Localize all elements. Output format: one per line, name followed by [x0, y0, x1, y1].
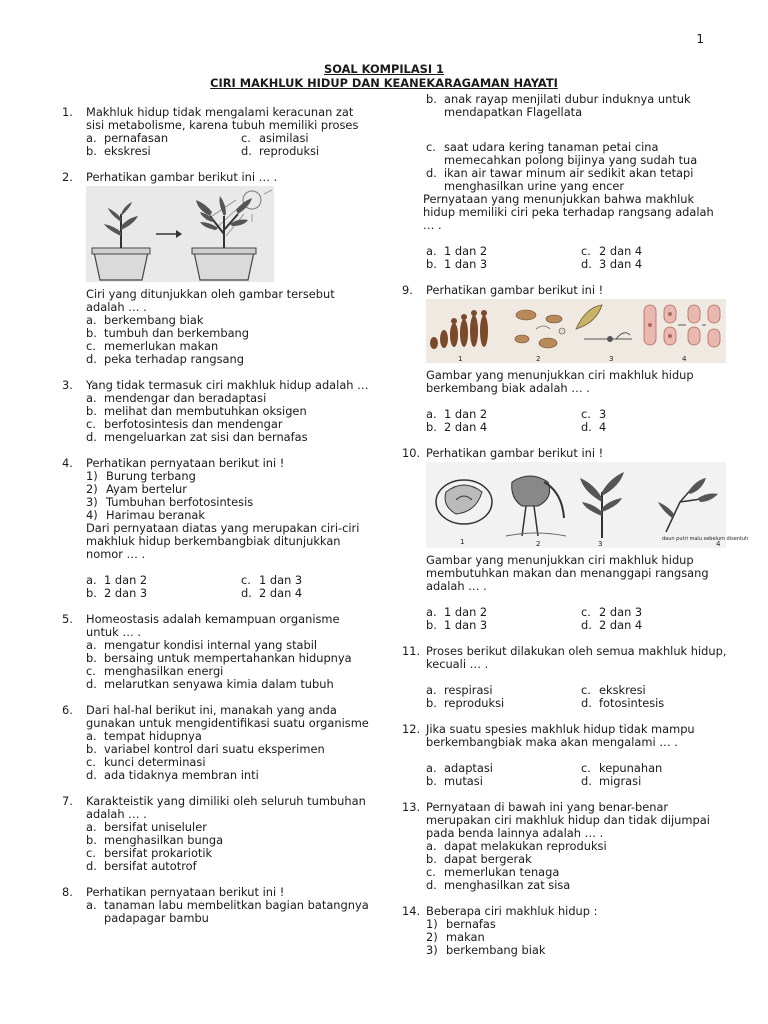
option-c[interactable]: c. 2 dan 3: [581, 605, 643, 619]
question-text-2: Ciri yang ditunjukkan oleh gambar tersebut adalah … .: [86, 287, 335, 314]
option-a[interactable]: a. respirasi: [426, 683, 493, 697]
question-4: [62, 457, 372, 600]
question-text: Perhatikan pernyataan berikut ini !: [86, 456, 285, 470]
option-a[interactable]: a. dapat melakukan reproduksi: [426, 839, 607, 853]
image-label: 2: [536, 540, 541, 548]
page-number: 1: [696, 32, 704, 46]
question-number: 6.: [62, 703, 73, 717]
option-a[interactable]: a. 1 dan 2: [86, 573, 148, 587]
question-text: Homeostasis adalah kemampuan organisme untuk … .: [86, 612, 340, 639]
statement-item: 1) bernafas: [426, 917, 496, 931]
question-13: [402, 801, 728, 892]
statement-list: [86, 470, 372, 522]
option-b[interactable]: b. 2 dan 3: [86, 586, 148, 600]
image-label: 3: [598, 540, 603, 548]
option-c[interactable]: c. 1 dan 3: [241, 573, 303, 587]
question-10: [402, 446, 749, 632]
question-text-2: Pernyataan yang menunjukkan bahwa makhluk hidup memiliki ciri peka terhadap rangsang adalah … .: [423, 192, 714, 232]
image-label: 2: [536, 355, 541, 363]
option-d[interactable]: d. 2 dan 4: [581, 618, 643, 632]
option-a[interactable]: a. 1 dan 2: [426, 244, 488, 258]
option-b[interactable]: b. 1 dan 3: [426, 618, 488, 632]
option-c[interactable]: c. kunci determinasi: [86, 755, 206, 769]
question-number: 3.: [62, 378, 73, 392]
question-text: Proses berikut dilakukan oleh semua makhluk hidup, kecuali … .: [426, 644, 727, 671]
option-d[interactable]: d. fotosintesis: [581, 696, 665, 710]
question-5: [62, 613, 372, 691]
image-label: 1: [458, 355, 463, 363]
reproduction-images: [426, 299, 728, 363]
question-number: 5.: [62, 612, 73, 626]
option-d[interactable]: d. bersifat autotrof: [86, 859, 197, 873]
question-number: 14.: [402, 904, 421, 918]
option-d[interactable]: d. 2 dan 4: [241, 586, 303, 600]
question-text: Perhatikan gambar berikut ini !: [426, 446, 604, 460]
statement-c: c. saat udara kering tanaman petai cina memecahkan polong bijinya yang sudah tua: [426, 140, 698, 167]
option-d[interactable]: d. migrasi: [581, 774, 642, 788]
question-12: [402, 723, 728, 788]
option-d[interactable]: d. mengeluarkan zat sisi dan bernafas: [86, 430, 308, 444]
statement-item: 2) Ayam bertelur: [86, 482, 187, 496]
option-b[interactable]: b. 1 dan 3: [426, 257, 488, 271]
statement-a: a. tanaman labu membelitkan bagian batangnya padapagar bambu: [86, 898, 369, 925]
organism-images: [426, 462, 749, 548]
question-text-2: Gambar yang menunjukkan ciri makhluk hidup berkembang biak adalah … .: [426, 368, 694, 395]
option-c[interactable]: c. 2 dan 4: [581, 244, 643, 258]
statement-item: 3) berkembang biak: [426, 943, 546, 957]
option-b[interactable]: b. 2 dan 4: [426, 420, 488, 434]
question-text: Yang tidak termasuk ciri makhluk hidup adalah …: [86, 378, 369, 392]
statement-item: 1) Burung terbang: [86, 469, 196, 483]
option-a[interactable]: a. berkembang biak: [86, 313, 204, 327]
option-a[interactable]: a. 1 dan 2: [426, 605, 488, 619]
left-column: [62, 106, 372, 938]
question-text: Beberapa ciri makhluk hidup :: [426, 904, 598, 918]
question-text-2: Dari pernyataan diatas yang merupakan ciri-ciri makhluk hidup berkembangbiak ditunjukkan nomor … .: [86, 521, 360, 561]
options: [426, 606, 728, 632]
option-b[interactable]: b. bersaing untuk mempertahankan hidupnya: [86, 651, 352, 665]
question-number: 4.: [62, 456, 73, 470]
question-text: Dari hal-hal berikut ini, manakah yang anda gunakan untuk mengidentifikasi suatu organisme: [86, 703, 369, 730]
question-14: [402, 905, 728, 957]
question-text: Perhatikan pernyataan berikut ini !: [86, 885, 285, 899]
option-b[interactable]: b. mutasi: [426, 774, 483, 788]
option-d[interactable]: d. menghasilkan zat sisa: [426, 878, 571, 892]
image-caption: daun putri malu sebelum disentuh: [662, 536, 749, 542]
option-a[interactable]: a. pernafasan: [86, 131, 169, 145]
question-number: 12.: [402, 722, 421, 736]
option-c[interactable]: c. 3: [581, 407, 607, 421]
options: [426, 245, 728, 271]
options: [86, 574, 372, 600]
question-6: [62, 704, 372, 782]
image-label: 4: [716, 540, 721, 548]
option-c[interactable]: c. berfotosintesis dan mendengar: [86, 417, 283, 431]
image-label: 3: [609, 355, 614, 363]
option-d[interactable]: d. reproduksi: [241, 144, 320, 158]
question-number: 2.: [62, 170, 73, 184]
option-d[interactable]: d. ada tidaknya membran inti: [86, 768, 259, 782]
question-text: Perhatikan gambar berikut ini … .: [86, 170, 278, 184]
question-9: [402, 284, 728, 434]
option-b[interactable]: b. ekskresi: [86, 144, 151, 158]
question-text: Jika suatu spesies makhluk hidup tidak mampu berkembangbiak maka akan mengalami … .: [426, 722, 695, 749]
option-c[interactable]: c. bersifat prokariotik: [86, 846, 213, 860]
statement-b: b. anak rayap menjilati dubur induknya untuk mendapatkan Flagellata: [426, 92, 691, 119]
option-c[interactable]: c. ekskresi: [581, 683, 646, 697]
option-a[interactable]: a. mengatur kondisi internal yang stabil: [86, 638, 318, 652]
question-2: [62, 171, 372, 366]
option-a[interactable]: a. bersifat uniseluler: [86, 820, 207, 834]
option-d[interactable]: d. 4: [581, 420, 607, 434]
option-b[interactable]: b. menghasilkan bunga: [86, 833, 224, 847]
option-b[interactable]: b. dapat bergerak: [426, 852, 532, 866]
title-line-1: SOAL KOMPILASI 1: [324, 62, 444, 76]
question-number: 8.: [62, 885, 73, 899]
question-7: [62, 795, 372, 873]
question-number: 10.: [402, 446, 421, 460]
question-text-2: Gambar yang menunjukkan ciri makhluk hidup membutuhkan makan dan menanggapi rangsang adalah … .: [426, 553, 709, 593]
question-text: Pernyataan di bawah ini yang benar-benar merupakan ciri makhluk hidup dan tidak dijumpai pada benda lainnya adalah … .: [426, 800, 710, 840]
options: [426, 684, 728, 710]
option-d[interactable]: d. 3 dan 4: [581, 257, 643, 271]
question-1: [62, 106, 372, 158]
option-a[interactable]: a. 1 dan 2: [426, 407, 488, 421]
question-number: 1.: [62, 105, 73, 119]
option-a[interactable]: a. tempat hidupnya: [86, 729, 202, 743]
question-text: Perhatikan gambar berikut ini !: [426, 283, 604, 297]
options: [86, 132, 372, 158]
statement-item: 4) Harimau beranak: [86, 508, 206, 522]
statement-d: d. ikan air tawar minum air sedikit akan tetapi menghasilkan urine yang encer: [426, 166, 694, 193]
question-number: 11.: [402, 644, 421, 658]
statement-item: 2) makan: [426, 930, 485, 944]
option-c[interactable]: c. menghasilkan energi: [86, 664, 224, 678]
options: [426, 762, 728, 788]
question-text: Makhluk hidup tidak mengalami keracunan zat sisi metabolisme, karena tubuh memiliki proses: [86, 105, 359, 132]
statement-item: 3) Tumbuhan berfotosintesis: [86, 495, 254, 509]
option-c[interactable]: c. memerlukan makan: [86, 339, 219, 353]
question-8-continued: [402, 93, 728, 271]
option-a[interactable]: a. adaptasi: [426, 761, 493, 775]
option-c[interactable]: c. kepunahan: [581, 761, 663, 775]
option-b[interactable]: b. melihat dan membutuhkan oksigen: [86, 404, 307, 418]
question-8: [62, 886, 372, 925]
question-number: 9.: [402, 283, 413, 297]
title-line-2: CIRI MAKHLUK HIDUP DAN KEANEKARAGAMAN HAYATI: [210, 76, 558, 90]
question-text: Karakteistik yang dimiliki oleh seluruh tumbuhan adalah … .: [86, 794, 366, 821]
option-d[interactable]: d. melarutkan senyawa kimia dalam tubuh: [86, 677, 334, 691]
image-label: 4: [682, 355, 687, 363]
question-number: 13.: [402, 800, 421, 814]
option-a[interactable]: a. mendengar dan beradaptasi: [86, 391, 267, 405]
options: [426, 408, 728, 434]
option-d[interactable]: d. peka terhadap rangsang: [86, 352, 244, 366]
image-label: 1: [460, 538, 465, 546]
plant-growth-image: [86, 186, 372, 282]
right-column: [402, 92, 749, 970]
option-c[interactable]: c. asimilasi: [241, 131, 309, 145]
option-b[interactable]: b. reproduksi: [426, 696, 505, 710]
question-3: [62, 379, 372, 444]
statement-list: [426, 918, 728, 957]
option-b[interactable]: b. tumbuh dan berkembang: [86, 326, 249, 340]
question-11: [402, 645, 728, 710]
question-number: 7.: [62, 794, 73, 808]
option-c[interactable]: c. memerlukan tenaga: [426, 865, 560, 879]
option-b[interactable]: b. variabel kontrol dari suatu eksperimen: [86, 742, 325, 756]
